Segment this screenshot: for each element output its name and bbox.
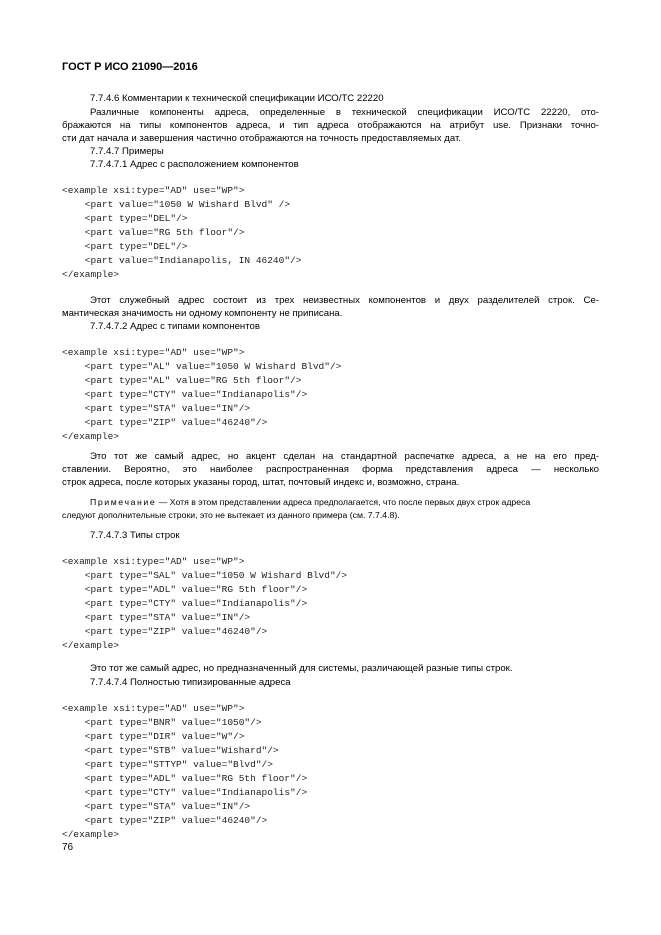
- page-header: ГОСТ Р ИСО 21090—2016: [62, 61, 198, 73]
- example-heading-3: 7.7.4.7.3 Типы строк: [90, 530, 180, 541]
- code-line: <part type="AL" value="1050 W Wishard Blvd"/>: [62, 361, 342, 372]
- example-heading-2: 7.7.4.7.2 Адрес с типами компонентов: [90, 321, 260, 332]
- code-line: <part type="CTY" value="Indianapolis"/>: [62, 598, 308, 609]
- page-number: 76: [62, 842, 74, 853]
- note-line: [90, 497, 530, 507]
- paragraph-line: сти дат начала и завершения частично отображаются на точность предоставляемых дат.: [62, 133, 461, 144]
- code-line: <example xsi:type="AD" use="WP">: [62, 347, 245, 358]
- paragraph-line: Это тот же самый адрес, но предназначенный для системы, различающей разные типы строк.: [90, 663, 513, 674]
- paragraph-line: бражаются на типы компонентов адреса, и тип адреса отображаются на атрибут use. Признаки точно-: [62, 120, 599, 131]
- code-line: <part type="STB" value="Wishard"/>: [62, 745, 279, 756]
- code-line: <part value="Indianapolis, IN 46240"/>: [62, 255, 302, 266]
- code-line: <part type="DEL"/>: [62, 213, 188, 224]
- paragraph-line: Различные компоненты адреса, определенные в технической спецификации ИСО/ТС 22220, ото-: [90, 107, 599, 118]
- note-text: — Хотя в этом представлении адреса предполагается, что после первых двух строк адреса: [156, 497, 531, 507]
- code-line: <part type="ADL" value="RG 5th floor"/>: [62, 773, 308, 784]
- code-line: <part type="BNR" value="1050"/>: [62, 717, 262, 728]
- code-line: </example>: [62, 829, 120, 840]
- paragraph-line: Это тот же самый адрес, но акцент сделан на стандартной распечатке адреса, а не на его пред-: [90, 451, 599, 462]
- code-line: <part type="STA" value="IN"/>: [62, 403, 251, 414]
- code-line: <part type="STA" value="IN"/>: [62, 801, 251, 812]
- code-line: <part type="ZIP" value="46240"/>: [62, 815, 268, 826]
- code-line: <part type="ZIP" value="46240"/>: [62, 626, 268, 637]
- code-line: <part type="AL" value="RG 5th floor"/>: [62, 375, 302, 386]
- code-line: <part type="ZIP" value="46240"/>: [62, 417, 268, 428]
- code-line: <part type="STTYP" value="Blvd"/>: [62, 759, 273, 770]
- code-line: <example xsi:type="AD" use="WP">: [62, 556, 245, 567]
- note-label: Примечание: [90, 497, 157, 507]
- code-line: <part type="CTY" value="Indianapolis"/>: [62, 389, 308, 400]
- code-line: <part type="SAL" value="1050 W Wishard Blvd"/>: [62, 570, 348, 581]
- example-heading-1: 7.7.4.7.1 Адрес с расположением компонентов: [90, 159, 299, 170]
- example-heading-4: 7.7.4.7.4 Полностью типизированные адреса: [90, 677, 291, 688]
- code-line: <part type="STA" value="IN"/>: [62, 612, 251, 623]
- code-line: <example xsi:type="AD" use="WP">: [62, 185, 245, 196]
- section-heading-7-7-4-7: 7.7.4.7 Примеры: [90, 146, 164, 157]
- section-heading-7-7-4-6: 7.7.4.6 Комментарии к технической спецификации ИСО/ТС 22220: [90, 93, 384, 104]
- paragraph-line: ставлении. Вероятно, это наиболее распространенная форма представления адреса — несколько: [62, 464, 599, 475]
- code-line: <part type="ADL" value="RG 5th floor"/>: [62, 584, 308, 595]
- code-line: </example>: [62, 269, 120, 280]
- paragraph-line: мантическая значимость ни одному компоненту не приписана.: [62, 308, 343, 319]
- note-line: следуют дополнительные строки, это не вытекает из данного примера (см. 7.7.4.8).: [62, 510, 400, 520]
- code-line: </example>: [62, 431, 120, 442]
- code-line: <part type="DIR" value="W"/>: [62, 731, 245, 742]
- code-line: <part type="CTY" value="Indianapolis"/>: [62, 787, 308, 798]
- code-line: <part value="1050 W Wishard Blvd" />: [62, 199, 291, 210]
- code-line: </example>: [62, 640, 120, 651]
- code-line: <example xsi:type="AD" use="WP">: [62, 703, 245, 714]
- paragraph-line: Этот служебный адрес состоит из трех неизвестных компонентов и двух разделителей строк. Се-: [90, 295, 599, 306]
- paragraph-line: строк адреса, после которых указаны город, штат, почтовый индекс и, возможно, страна.: [62, 477, 460, 488]
- code-line: <part value="RG 5th floor"/>: [62, 227, 245, 238]
- code-line: <part type="DEL"/>: [62, 241, 188, 252]
